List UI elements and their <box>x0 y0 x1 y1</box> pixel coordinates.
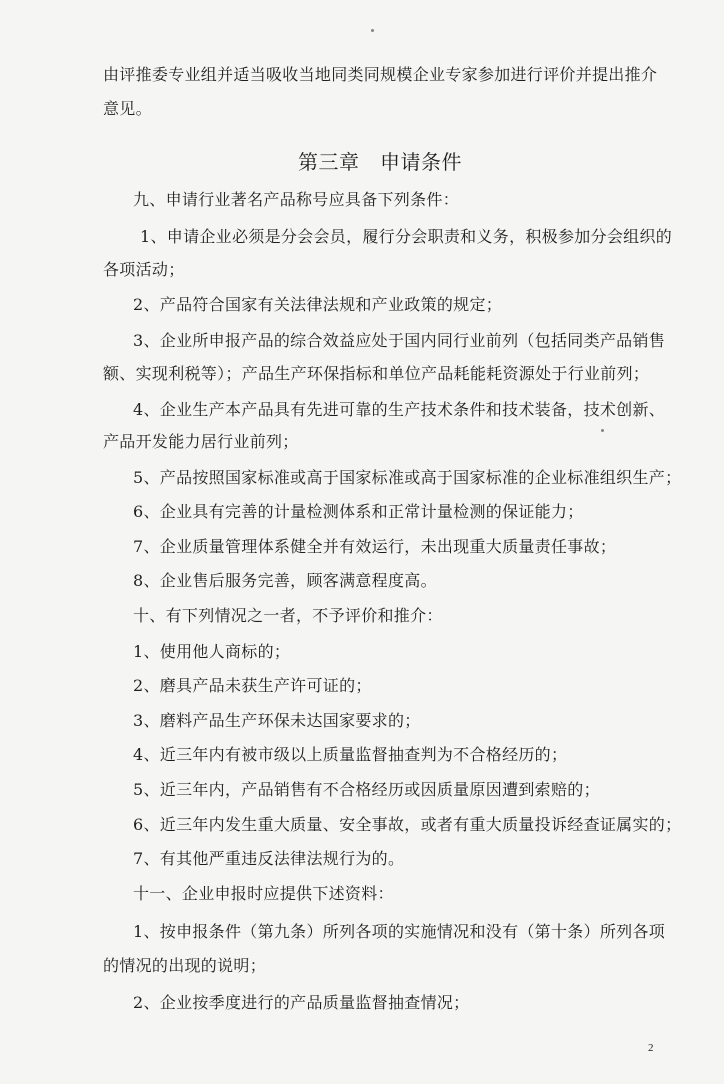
chapter-title: 第三章 申请条件 <box>298 150 462 174</box>
list-item-continuation: 额、实现利税等）；产品生产环保指标和单位产品耗能耗资源处于行业前列； <box>103 364 650 383</box>
list-item: 7、企业质量管理体系健全并有效运行，未出现重大质量责任事故； <box>133 537 617 556</box>
list-item: 2、磨具产品未获生产许可证的； <box>133 676 372 695</box>
article-heading: 九、申请行业著名产品称号应具备下列条件： <box>133 190 460 209</box>
list-item: 5、产品按照国家标准或高于国家标准或高于国家标准的企业标准组织生产； <box>133 468 682 487</box>
list-item: 2、产品符合国家有关法律法规和产业政策的规定； <box>133 295 503 314</box>
list-item-continuation: 的情况的出现的说明； <box>103 956 267 975</box>
article-heading: 十、有下列情况之一者，不予评价和推介： <box>133 606 443 625</box>
scan-speck <box>601 429 604 432</box>
article-heading: 十一、企业申报时应提供下述资料： <box>133 884 394 903</box>
scan-speck <box>371 29 374 32</box>
intro-line: 意见。 <box>103 99 152 118</box>
page-number: 2 <box>648 1042 654 1054</box>
list-item: 4、近三年内有被市级以上质量监督抽查判为不合格经历的； <box>133 745 568 764</box>
list-item: 3、企业所申报产品的综合效益应处于国内同行业前列（包括同类产品销售 <box>133 331 666 350</box>
list-item: 1、申请企业必须是分会会员，履行分会职责和义务，积极参加分会组织的 <box>140 227 673 246</box>
list-item: 6、近三年内发生重大质量、安全事故，或者有重大质量投诉经查证属实的； <box>133 815 682 834</box>
list-item: 6、企业具有完善的计量检测体系和正常计量检测的保证能力； <box>133 502 584 521</box>
list-item: 8、企业售后服务完善，顾客满意程度高。 <box>133 571 437 590</box>
list-item-continuation: 产品开发能力居行业前列； <box>103 432 299 451</box>
list-item: 3、磨料产品生产环保未达国家要求的； <box>133 711 421 730</box>
intro-line: 由评推委专业组并适当吸收当地同类同规模企业专家参加进行评价并提出推介 <box>103 65 658 84</box>
list-item-continuation: 各项活动； <box>103 260 185 279</box>
list-item: 1、按申报条件（第九条）所列各项的实施情况和没有（第十条）所列各项 <box>133 922 666 941</box>
list-item: 2、企业按季度进行的产品质量监督抽查情况； <box>133 993 470 1012</box>
list-item: 5、近三年内，产品销售有不合格经历或因质量原因遭到索赔的； <box>133 780 600 799</box>
list-item: 4、企业生产本产品具有先进可靠的生产技术条件和技术装备，技术创新、 <box>133 400 666 419</box>
list-item: 7、有其他严重违反法律法规行为的。 <box>133 849 405 868</box>
list-item: 1、使用他人商标的； <box>133 642 291 661</box>
